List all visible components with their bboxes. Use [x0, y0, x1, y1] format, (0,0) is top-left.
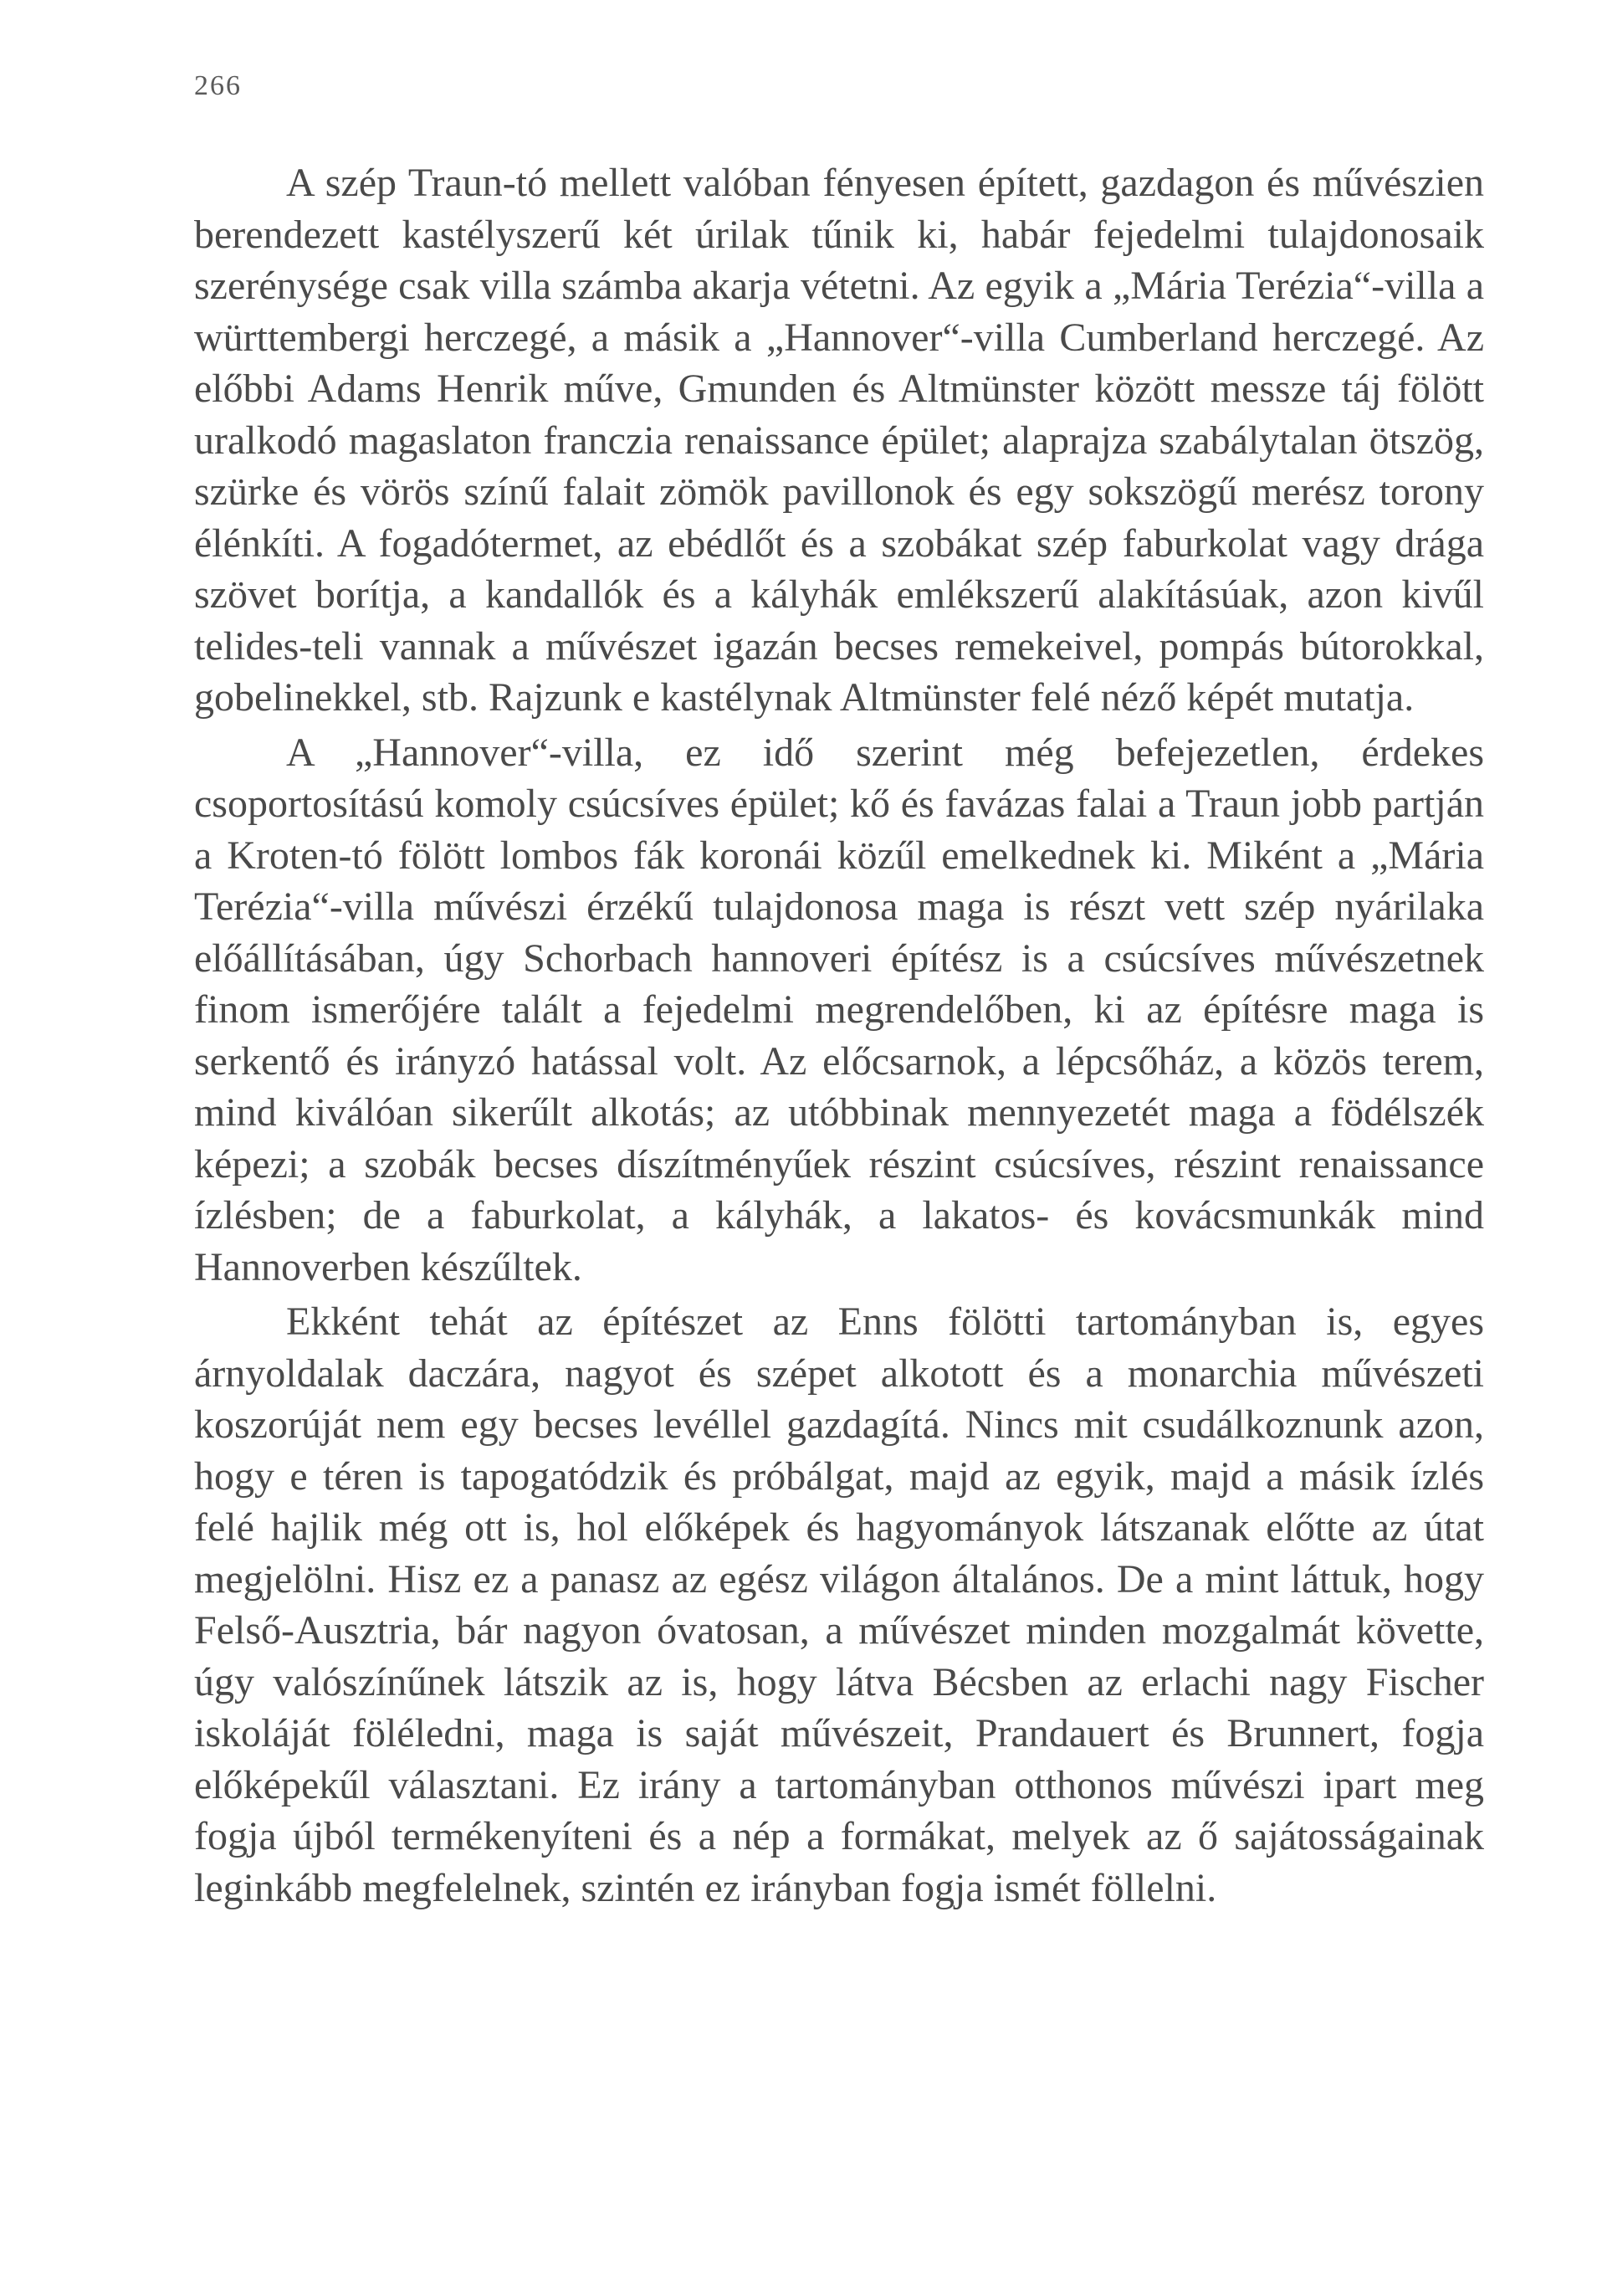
paragraph-1: A szép Traun-tó mellett valóban fényesen épített, gazdagon és művészien berendezett kastélyszerű két úrilak tűnik ki, habár fejedelmi tulajdonosaik szerénysége csak villa számba akarja vétetni. Az egyik a „Mária Terézia“-villa a württembergi herczegé, a másik a „Hannover“-villa Cumberland herczegé. Az előbbi Adams Henrik műve, Gmunden és Altmünster között messze táj fölött uralkodó magaslaton franczia renaissance épület; alaprajza szabálytalan ötszög, szürke és vörös színű falait zömök pavillonok és egy sokszögű merész torony élénkíti. A fogadótermet, az ebédlőt és a szobákat szép faburkolat vagy drága szövet borítja, a kandallók és a kályhák emlékszerű alakításúak, azon kivűl telides-teli vannak a művészet igazán becses remekeivel, pompás bútorokkal, gobelinekkel, stb. Rajzunk e kastélynak Altmünster felé néző képét mutatja. [194, 161, 1484, 720]
paragraph-2: A „Hannover“-villa, ez idő szerint még befejezetlen, érdekes csoportosítású komoly csúcsíves épület; kő és favázas falai a Traun jobb partján a Kroten-tó fölött lombos fák koronái közűl emelkednek ki. Miként a „Mária Terézia“-villa művészi érzékű tulajdonosa maga is részt vett szép nyárilaka előállításában, úgy Schorbach hannoveri építész is a csúcsíves művészetnek finom ismerőjére talált a fejedelmi megrendelőben, ki az építésre maga is serkentő és irányzó hatással volt. Az előcsarnok, a lépcsőház, a közös terem, mind kiválóan sikerűlt alkotás; az utóbbinak mennyezetét maga a födélszék képezi; a szobák becses díszítményűek részint csúcsíves, részint renaissance ízlésben; de a faburkolat, a kályhák, a lakatos- és kovácsmunkák mind Hannoverben készűltek. [194, 730, 1484, 1289]
body-text [194, 157, 1484, 1917]
page-number: 266 [194, 70, 242, 101]
paragraph-3: Ekként tehát az építészet az Enns fölötti tartományban is, egyes árnyoldalak daczára, nagyot és szépet alkotott és a monarchia művészeti koszorúját nem egy becses levéllel gazdagítá. Nincs mit csudálkoznunk azon, hogy e téren is tapogatódzik és próbálgat, majd az egyik, majd a másik ízlés felé hajlik még ott is, hol előképek és hagyományok látszanak előtte az útat megjelölni. Hisz ez a panasz az egész világon általános. De a mint láttuk, hogy Felső-Ausztria, bár nagyon óvatosan, a művészet minden mozgalmát követte, úgy valószínűnek látszik az is, hogy látva Bécsben az erlachi nagy Fischer iskoláját föléledni, maga is saját művészeit, Prandauert és Brunnert, fogja előképekűl választani. Ez irány a tartományban otthonos művészi ipart meg fogja újból termékenyíteni és a nép a formákat, melyek az ő sajátosságainak leginkább megfelelnek, szintén ez irányban fogja ismét föllelni. [194, 1299, 1484, 1910]
